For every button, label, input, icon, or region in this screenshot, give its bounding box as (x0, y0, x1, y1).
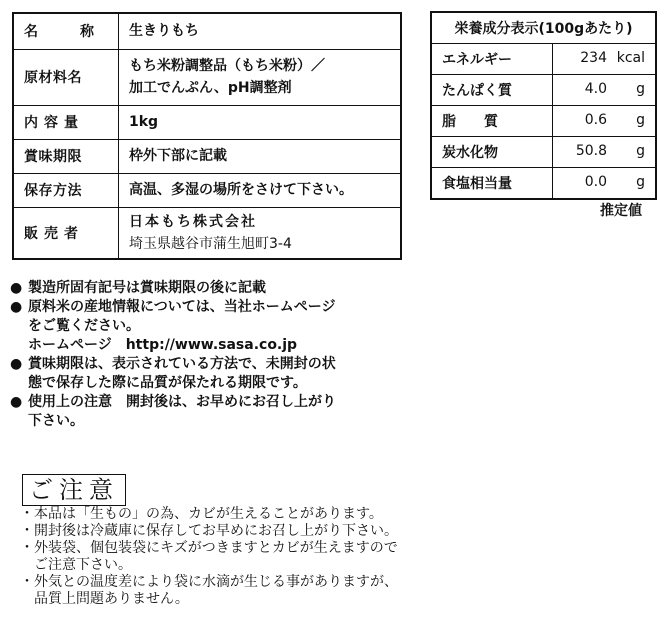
nutrition-row-energy (431, 44, 656, 75)
spec-value-name: 生きりもち (119, 13, 402, 49)
dot-icon: ・ (20, 574, 34, 590)
nutrition-unit-carbs: g (636, 143, 645, 159)
notes-list (10, 279, 410, 431)
dot-icon: ・ (20, 523, 34, 539)
caution-heading: ご注意 (22, 474, 126, 506)
nutrition-label-protein: たんぱく質 (431, 75, 553, 106)
caution-list (20, 506, 490, 608)
note-line: 賞味期限は、表示されている方法で、未開封の状 (28, 356, 336, 372)
spec-row-best-before (13, 139, 401, 173)
nutrition-label-fat: 脂 質 (431, 106, 553, 137)
caution-line: 外気との温度差により袋に水滴が生じる事がありますが、 (34, 574, 398, 590)
nutrition-value-fat: 0.6 (584, 112, 607, 128)
bullet-icon: ● (10, 394, 23, 410)
bullet-icon: ● (10, 280, 23, 296)
note-line: 原料米の産地情報については、当社ホームページ (28, 299, 336, 315)
bullet-icon: ● (10, 356, 23, 372)
spec-label-name: 名 称 (13, 13, 119, 49)
caution-line: 本品は「生もの」の為、カビが生えることがあります。 (34, 506, 383, 522)
seller-company: 日本もち株式会社 (129, 213, 257, 230)
dot-icon: ・ (20, 506, 34, 522)
nutrition-row-carbs (431, 137, 656, 168)
note-line: 使用上の注意 開封後は、お早めにお召し上がり (28, 394, 336, 410)
spec-label-quantity: 内容量 (13, 105, 119, 139)
nutrition-title: 栄養成分表示(100gあたり) (431, 12, 656, 44)
nutrition-value-energy: 234 (580, 50, 607, 66)
spec-ingredients-line1: もち米粉調整品（もち米粉）／ (129, 58, 325, 74)
spec-label-best-before: 賞味期限 (13, 139, 119, 173)
nutrition-unit-protein: g (636, 81, 645, 97)
nutrition-unit-fat: g (636, 112, 645, 128)
caution-line: 開封後は冷蔵庫に保存してお早めにお召し上がり下さい。 (34, 523, 398, 539)
nutrition-label-salt: 食塩相当量 (431, 168, 553, 200)
spec-label-ingredients: 原材料名 (13, 49, 119, 105)
note-item (10, 279, 410, 298)
nutrition-unit-salt: g (636, 174, 645, 190)
nutrition-value-protein: 4.0 (584, 81, 607, 97)
spec-label-seller: 販売者 (13, 207, 119, 259)
product-spec-table (12, 12, 402, 260)
spec-row-quantity (13, 105, 401, 139)
homepage-url: ホームページ http://www.sasa.co.jp (28, 337, 298, 353)
spec-value-seller (119, 207, 402, 259)
nutrition-row-protein (431, 75, 656, 106)
nutrition-label-energy: エネルギー (431, 44, 553, 75)
spec-value-best-before: 枠外下部に記載 (119, 139, 402, 173)
caution-item (20, 540, 490, 574)
caution-item (20, 506, 490, 523)
spec-value-ingredients (119, 49, 402, 105)
nutrition-table (430, 11, 657, 200)
nutrition-value-salt: 0.0 (584, 174, 607, 190)
nutrition-row-salt (431, 168, 656, 200)
spec-label-storage: 保存方法 (13, 173, 119, 207)
note-line: 製造所固有記号は賞味期限の後に記載 (28, 280, 266, 296)
note-line: 態で保存した際に品質が保たれる期限です。 (28, 375, 307, 391)
spec-value-storage: 高温、多湿の場所をさけて下さい。 (119, 173, 402, 207)
spec-ingredients-line2: 加工でんぷん、pH調整剤 (129, 80, 292, 96)
caution-line: ご注意下さい。 (34, 557, 132, 573)
spec-row-seller (13, 207, 401, 259)
nutrition-row-fat (431, 106, 656, 137)
spec-value-quantity: 1kg (119, 105, 402, 139)
note-line: をご覧ください。 (28, 318, 140, 334)
nutrition-unit-energy: kcal (616, 50, 645, 66)
seller-address: 埼玉県越谷市蒲生旭町3-4 (129, 235, 292, 252)
note-item (10, 393, 410, 431)
spec-row-ingredients (13, 49, 401, 105)
spec-row-storage (13, 173, 401, 207)
caution-line: 品質上問題ありません。 (34, 591, 189, 607)
note-item (10, 355, 410, 393)
bullet-icon: ● (10, 299, 23, 315)
nutrition-value-carbs: 50.8 (575, 143, 607, 159)
nutrition-estimate-note: 推定値 (600, 203, 642, 219)
nutrition-label-carbs: 炭水化物 (431, 137, 553, 168)
note-item (10, 298, 410, 355)
caution-line: 外装袋、個包装袋にキズがつきますとカビが生えますので (34, 540, 398, 556)
caution-item (20, 574, 490, 608)
note-line: 下さい。 (28, 413, 84, 429)
dot-icon: ・ (20, 540, 34, 556)
caution-item (20, 523, 490, 540)
spec-row-name (13, 13, 401, 49)
